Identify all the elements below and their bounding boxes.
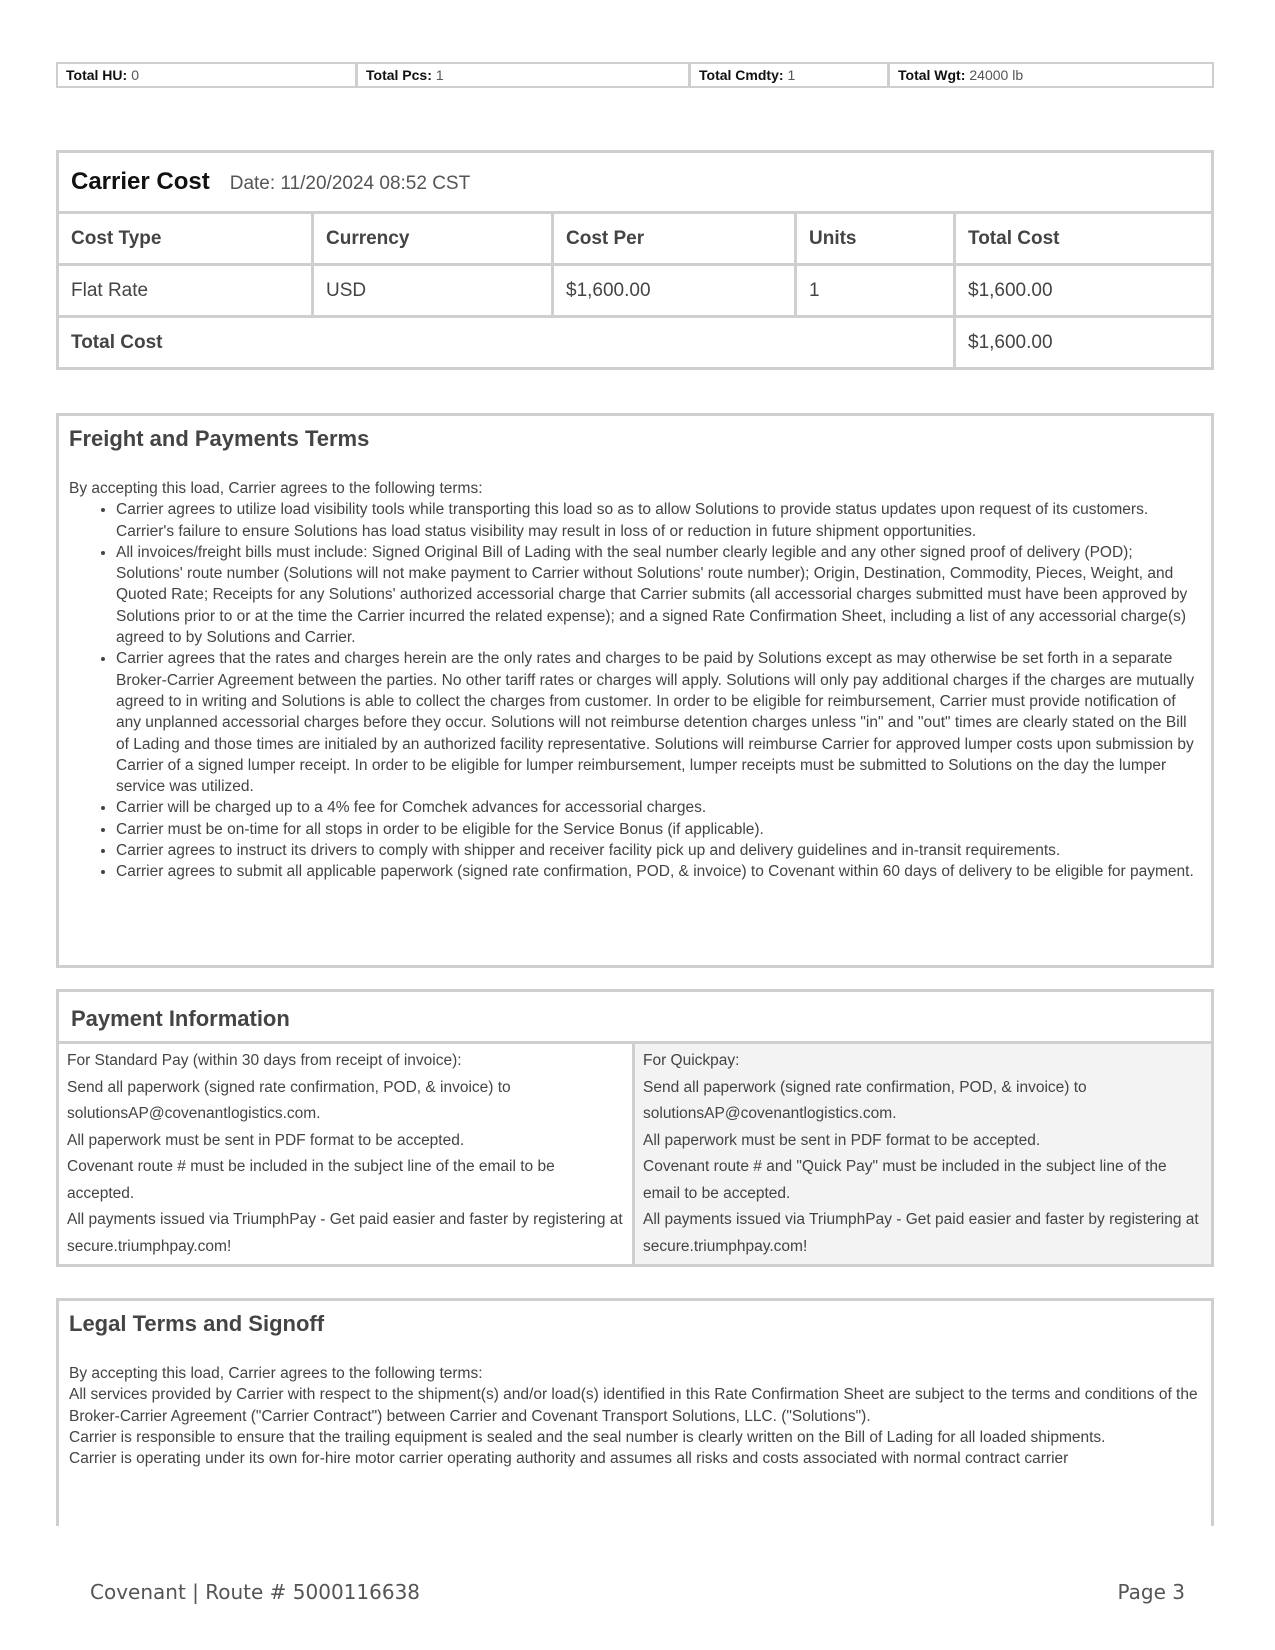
- total-cost-row: [58, 317, 1213, 369]
- list-item: • Carrier will be charged up to a 4% fee for Comchek advances for accessorial charges.: [116, 797, 1201, 818]
- footer-page-number: Page 3: [1117, 1580, 1185, 1604]
- quickpay-heading: For Quickpay:: [643, 1052, 740, 1069]
- header-cost-type: Cost Type: [58, 213, 313, 265]
- quickpay-line: Covenant route # and "Quick Pay" must be included in the subject line of the email to be accepted.: [643, 1158, 1167, 1202]
- total-hu: [58, 64, 358, 86]
- total-cmdty-value: 1: [787, 67, 796, 83]
- freight-terms-intro: By accepting this load, Carrier agrees to the following terms:: [69, 480, 483, 497]
- legal-paragraph: Carrier is operating under its own for-hire motor carrier operating authority and assumes all risks and costs associated with normal contract carrier: [69, 1450, 1069, 1468]
- freight-terms-section: [56, 413, 1214, 968]
- standard-pay-line: All payments issued via TriumphPay - Get paid easier and faster by registering at secure.triumphpay.com!: [67, 1211, 623, 1255]
- payment-info-section: [56, 989, 1214, 1267]
- total-wgt-value: 24000 lb: [969, 67, 1024, 83]
- carrier-cost-date: Date: 11/20/2024 08:52 CST: [229, 173, 471, 194]
- standard-pay-line: Send all paperwork (signed rate confirmation, POD, & invoice) to solutionsAP@covenantlogistics.com.: [67, 1078, 511, 1122]
- total-cmdty: [691, 64, 890, 86]
- total-pcs-value: 1: [435, 67, 444, 83]
- total-cost-label: Total Cost: [58, 317, 955, 369]
- page-footer: [90, 1580, 1185, 1610]
- standard-pay-line: All paperwork must be sent in PDF format to be accepted.: [67, 1131, 465, 1149]
- quickpay-line: All payments issued via TriumphPay - Get paid easier and faster by registering at secure.triumphpay.com!: [643, 1211, 1199, 1255]
- footer-route: Covenant | Route # 5000116638: [90, 1580, 421, 1604]
- cell-units: 1: [796, 265, 955, 317]
- freight-terms-list: [69, 499, 1201, 882]
- carrier-cost-table: [56, 150, 1214, 370]
- list-item: • Carrier agrees to instruct its drivers to comply with shipper and receiver facility pick up and delivery guidelines and in-transit requirements.: [116, 840, 1201, 861]
- standard-pay-line: Covenant route # must be included in the subject line of the email to be accepted.: [67, 1158, 555, 1202]
- total-cost-value: $1,600.00: [955, 317, 1213, 369]
- legal-paragraph: Carrier is responsible to ensure that the trailing equipment is sealed and the seal number is clearly written on the Bill of Lading for all loaded shipments.: [69, 1428, 1106, 1446]
- header-currency: Currency: [313, 213, 553, 265]
- cell-cost-type: Flat Rate: [58, 265, 313, 317]
- cell-currency: USD: [313, 265, 553, 317]
- list-item: • Carrier agrees to utilize load visibility tools while transporting this load so as to allow Solutions to provide status updates upon request of its customers. Carrier's failure to ensure Solutions has load status visibility may result in loss of or reduction in future shipment opportunities.: [116, 499, 1201, 542]
- total-wgt-label: Total Wgt:: [898, 67, 966, 83]
- carrier-cost-title: Carrier Cost: [71, 168, 210, 195]
- quickpay-line: Send all paperwork (signed rate confirmation, POD, & invoice) to solutionsAP@covenantlogistics.com.: [643, 1078, 1087, 1122]
- carrier-cost-title-row: [58, 152, 1213, 213]
- payment-info-columns: [59, 1044, 1211, 1264]
- total-wgt: [890, 64, 1212, 86]
- legal-paragraph: All services provided by Carrier with respect to the shipment(s) and/or load(s) identified in this Rate Confirmation Sheet are subject to the terms and conditions of the Broker-Carrier Agreement ("Carrier Contract") between Carrier and Covenant Transport Solutions, LLC. ("Solutions").: [69, 1386, 1198, 1425]
- list-item: • Carrier must be on-time for all stops in order to be eligible for the Service Bonus (if applicable).: [116, 819, 1201, 840]
- payment-info-title: Payment Information: [59, 992, 1211, 1044]
- standard-pay-heading: For Standard Pay (within 30 days from receipt of invoice):: [67, 1052, 462, 1069]
- header-cost-per: Cost Per: [553, 213, 796, 265]
- legal-paragraph: By accepting this load, Carrier agrees to the following terms:: [69, 1365, 483, 1382]
- cell-cost-per: $1,600.00: [553, 265, 796, 317]
- quickpay-column: [635, 1044, 1211, 1264]
- total-cmdty-label: Total Cmdty:: [699, 67, 784, 83]
- header-units: Units: [796, 213, 955, 265]
- total-pcs-label: Total Pcs:: [366, 67, 432, 83]
- total-hu-label: Total HU:: [66, 67, 128, 83]
- total-pcs: [358, 64, 691, 86]
- list-item: • Carrier agrees that the rates and charges herein are the only rates and charges to be paid by Solutions except as may otherwise be set forth in a separate Broker-Carrier Agreement between the parties. No other tariff rates or charges will apply. Solutions will only pay additional charges if the charges are mutually agreed to in writing and Solutions is able to collect the charges from customer. In order to be eligible for reimbursement, Carrier must provide notification of any unplanned accessorial charges before they occur. Solutions will not reimburse detention charges unless "in" and "out" times are clearly stated on the Bill of Lading and those times are initialed by an authorized facility representative. Solutions will reimburse Carrier for approved lumper costs upon submission by Carrier of a signed lumper receipt. In order to be eligible for lumper reimbursement, lumper receipts must be submitted to Solutions on the day the lumper service was utilized.: [116, 648, 1201, 797]
- list-item: • All invoices/freight bills must include: Signed Original Bill of Lading with the seal number clearly legible and any other signed proof of delivery (POD); Solutions' route number (Solutions will not make payment to Carrier without Solutions' route number); Origin, Destination, Commodity, Pieces, Weight, and Quoted Rate; Receipts for any Solutions' authorized accessorial charge that Carrier submits (all accessorial charges submitted must have been approved by Solutions prior to or at the time the Carrier incurred the related expense); and a signed Rate Confirmation Sheet, including a list of any accessorial charge(s) agreed to by Solutions and Carrier.: [116, 542, 1201, 648]
- list-item: • Carrier agrees to submit all applicable paperwork (signed rate confirmation, POD, & invoice) to Covenant within 60 days of delivery to be eligible for payment.: [116, 861, 1201, 882]
- standard-pay-column: [59, 1044, 635, 1264]
- totals-strip: [56, 62, 1214, 88]
- quickpay-line: All paperwork must be sent in PDF format to be accepted.: [643, 1131, 1041, 1149]
- table-row: [58, 265, 1213, 317]
- carrier-cost-header-row: [58, 213, 1213, 265]
- freight-terms-title: Freight and Payments Terms: [69, 426, 370, 451]
- cell-total-cost: $1,600.00: [955, 265, 1213, 317]
- legal-terms-title: Legal Terms and Signoff: [69, 1311, 325, 1336]
- header-total-cost: Total Cost: [955, 213, 1213, 265]
- total-hu-value: 0: [131, 67, 139, 83]
